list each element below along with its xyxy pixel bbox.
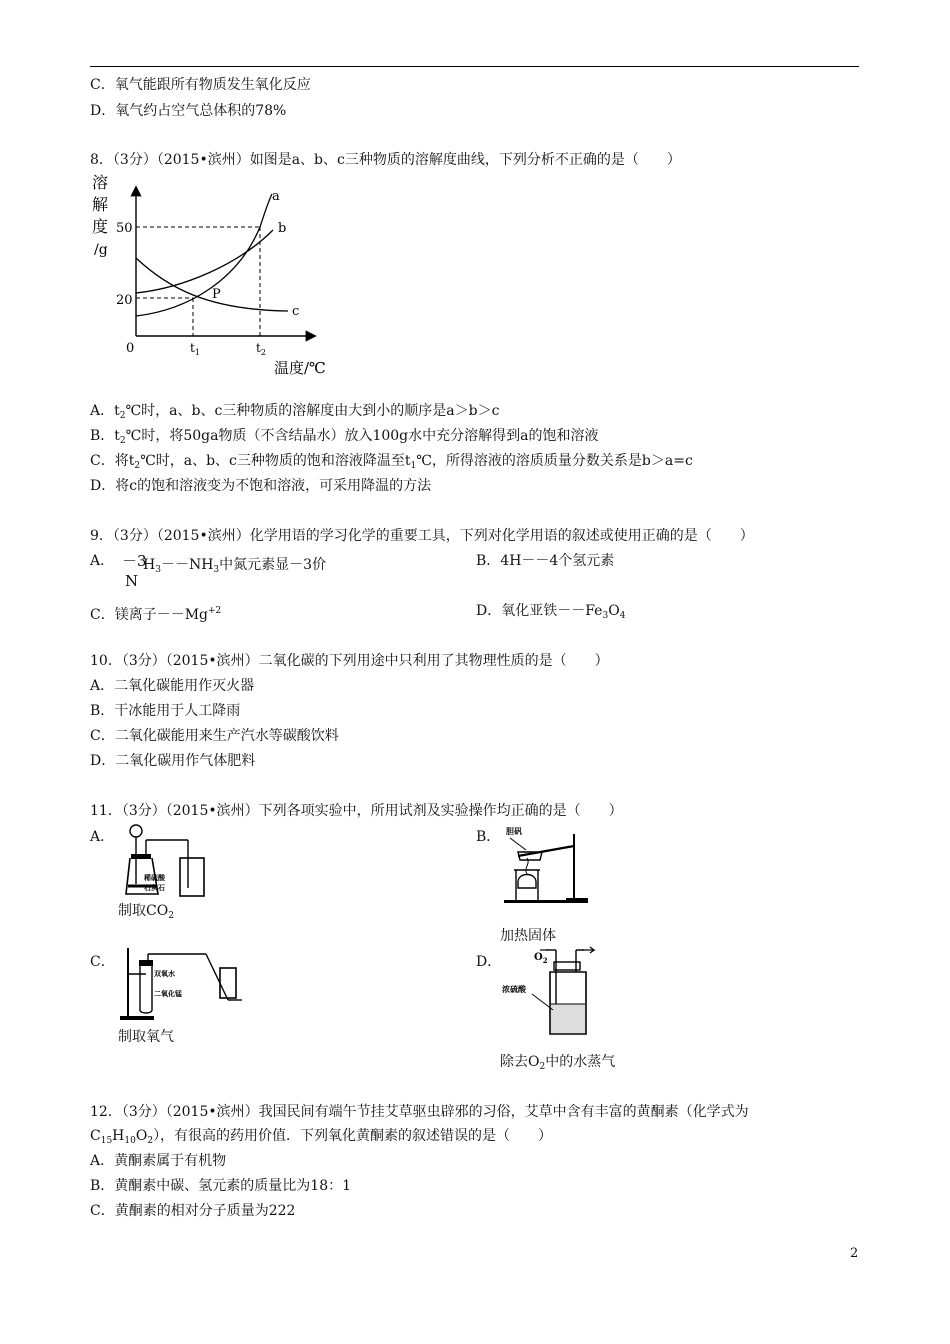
label-p: P	[212, 287, 221, 302]
tick-t1: $t_1$	[190, 341, 200, 357]
q11-option-c-label: C．	[90, 954, 115, 970]
label-a: a	[272, 189, 280, 204]
svg-text:双氧水: 双氧水	[154, 969, 175, 978]
q8-option-d: D．将c的饱和溶液变为不饱和溶液，可采用降温的方法	[90, 478, 432, 494]
apparatus-d-dry-o2	[498, 942, 608, 1042]
tick-20: 20	[116, 293, 133, 308]
y-label-2: 解	[92, 195, 109, 214]
q7-option-c: C．氧气能跟所有物质发生氧化反应	[90, 77, 311, 93]
q9-option-a-charge: －3	[122, 552, 147, 570]
q11-option-d-label: D．	[476, 954, 502, 970]
q8-option-a: A．$t_2℃$时，a、b、c三种物质的溶解度由大到小的顺序是a＞b＞c	[90, 403, 500, 421]
q8-option-b: B．$t_2℃$时，将50ga物质（不含结晶水）放入100g水中充分溶解得到a的饱和溶液	[90, 428, 599, 446]
q12-option-b: B．黄酮素中碳、氢元素的质量比为18：1	[90, 1178, 352, 1194]
q10-option-d: D．二氧化碳用作气体肥料	[90, 753, 256, 769]
q12-stem-line1: 12．（3分）（2015•滨州）我国民间有端午节挂艾草驱虫辟邪的习俗，艾草中含有丰富的黄酮素（化学式为	[90, 1104, 749, 1120]
header-rule	[90, 66, 859, 67]
q11-b-caption: 加热固体	[500, 928, 556, 944]
q11-a-caption: 制取$CO_2$	[118, 903, 174, 921]
q9-option-d: D．氧化亚铁$--Fe_3O_4$	[476, 603, 626, 621]
q11-option-b-label: B．	[476, 829, 501, 845]
q11-d-caption: 除去$O_2$中的水蒸气	[500, 1054, 616, 1072]
curve-a	[136, 194, 272, 316]
q12-option-a: A．黄酮素属于有机物	[90, 1153, 227, 1169]
y-label-4: /g	[94, 242, 108, 258]
label-b: b	[278, 221, 287, 236]
q9-stem: 9．（3分）（2015•滨州）化学用语的学习化学的重要工具，下列对化学用语的叙述或使用正确的是（ ）	[90, 528, 754, 544]
tick-origin: 0	[126, 341, 135, 356]
y-label-1: 溶	[92, 173, 109, 192]
q10-stem: 10．（3分）（2015•滨州）二氧化碳的下列用途中只利用了其物理性质的是（ ）	[90, 653, 609, 669]
solubility-chart	[88, 170, 348, 380]
q11-stem: 11．（3分）（2015•滨州）下列各项实验中，所用试剂及实验操作均正确的是（ ）	[90, 803, 623, 819]
q9-option-a-n: N	[125, 572, 139, 590]
q10-option-a: A．二氧化碳能用作灭火器	[90, 678, 255, 694]
y-label-3: 度	[92, 217, 109, 236]
svg-text:二氧化锰: 二氧化锰	[154, 989, 182, 998]
svg-text:石灰石: 石灰石	[144, 883, 165, 892]
curve-b	[136, 230, 273, 293]
svg-text:稀硫酸: 稀硫酸	[144, 873, 165, 882]
q12-stem-line2: $C_{15}H_{10}O_2$），有很高的药用价值．下列氧化黄酮素的叙述错误的是（ ）	[90, 1128, 553, 1146]
label-c: c	[292, 304, 300, 319]
q12-option-c: C．黄酮素的相对分子质量为222	[90, 1203, 296, 1219]
tick-t2: $t_2$	[256, 341, 266, 357]
q9-option-a-text: $H_3--NH_3$中氮元素显－3价	[143, 557, 327, 575]
x-label: 温度/℃	[274, 359, 326, 377]
q9-option-b: B．4H－－4个氢元素	[476, 553, 615, 569]
svg-text:胆矾: 胆矾	[506, 826, 522, 836]
q9-option-c: C．镁离子$--Mg^{+2}$	[90, 606, 222, 623]
q8-stem: 8．（3分）（2015•滨州）如图是a、b、c三种物质的溶解度曲线，下列分析不正确的是（ ）	[90, 152, 681, 168]
q9-option-a-label: A．	[90, 553, 115, 569]
page-number: 2	[850, 1246, 859, 1261]
q10-option-c: C．二氧化碳能用来生产汽水等碳酸饮料	[90, 728, 339, 744]
curve-c	[136, 258, 288, 311]
q10-option-b: B．干冰能用于人工降雨	[90, 703, 241, 719]
q11-option-a-label: A．	[90, 829, 115, 845]
svg-text:浓硫酸: 浓硫酸	[502, 984, 526, 994]
svg-text:O2: $O_2$	[534, 952, 548, 965]
apparatus-b-heat-solid	[500, 822, 590, 906]
tick-50: 50	[116, 221, 133, 236]
q8-option-c: C．将$t_2℃$时，a、b、c三种物质的饱和溶液降温至$t_1℃$，所得溶液的溶质质量分数关系是b＞a=c	[90, 453, 693, 471]
q7-option-d: D．氧气约占空气总体积的78%	[90, 103, 287, 119]
q11-c-caption: 制取氧气	[118, 1029, 174, 1045]
apparatus-a-co2	[118, 822, 218, 900]
apparatus-c-oxygen	[118, 944, 246, 1024]
